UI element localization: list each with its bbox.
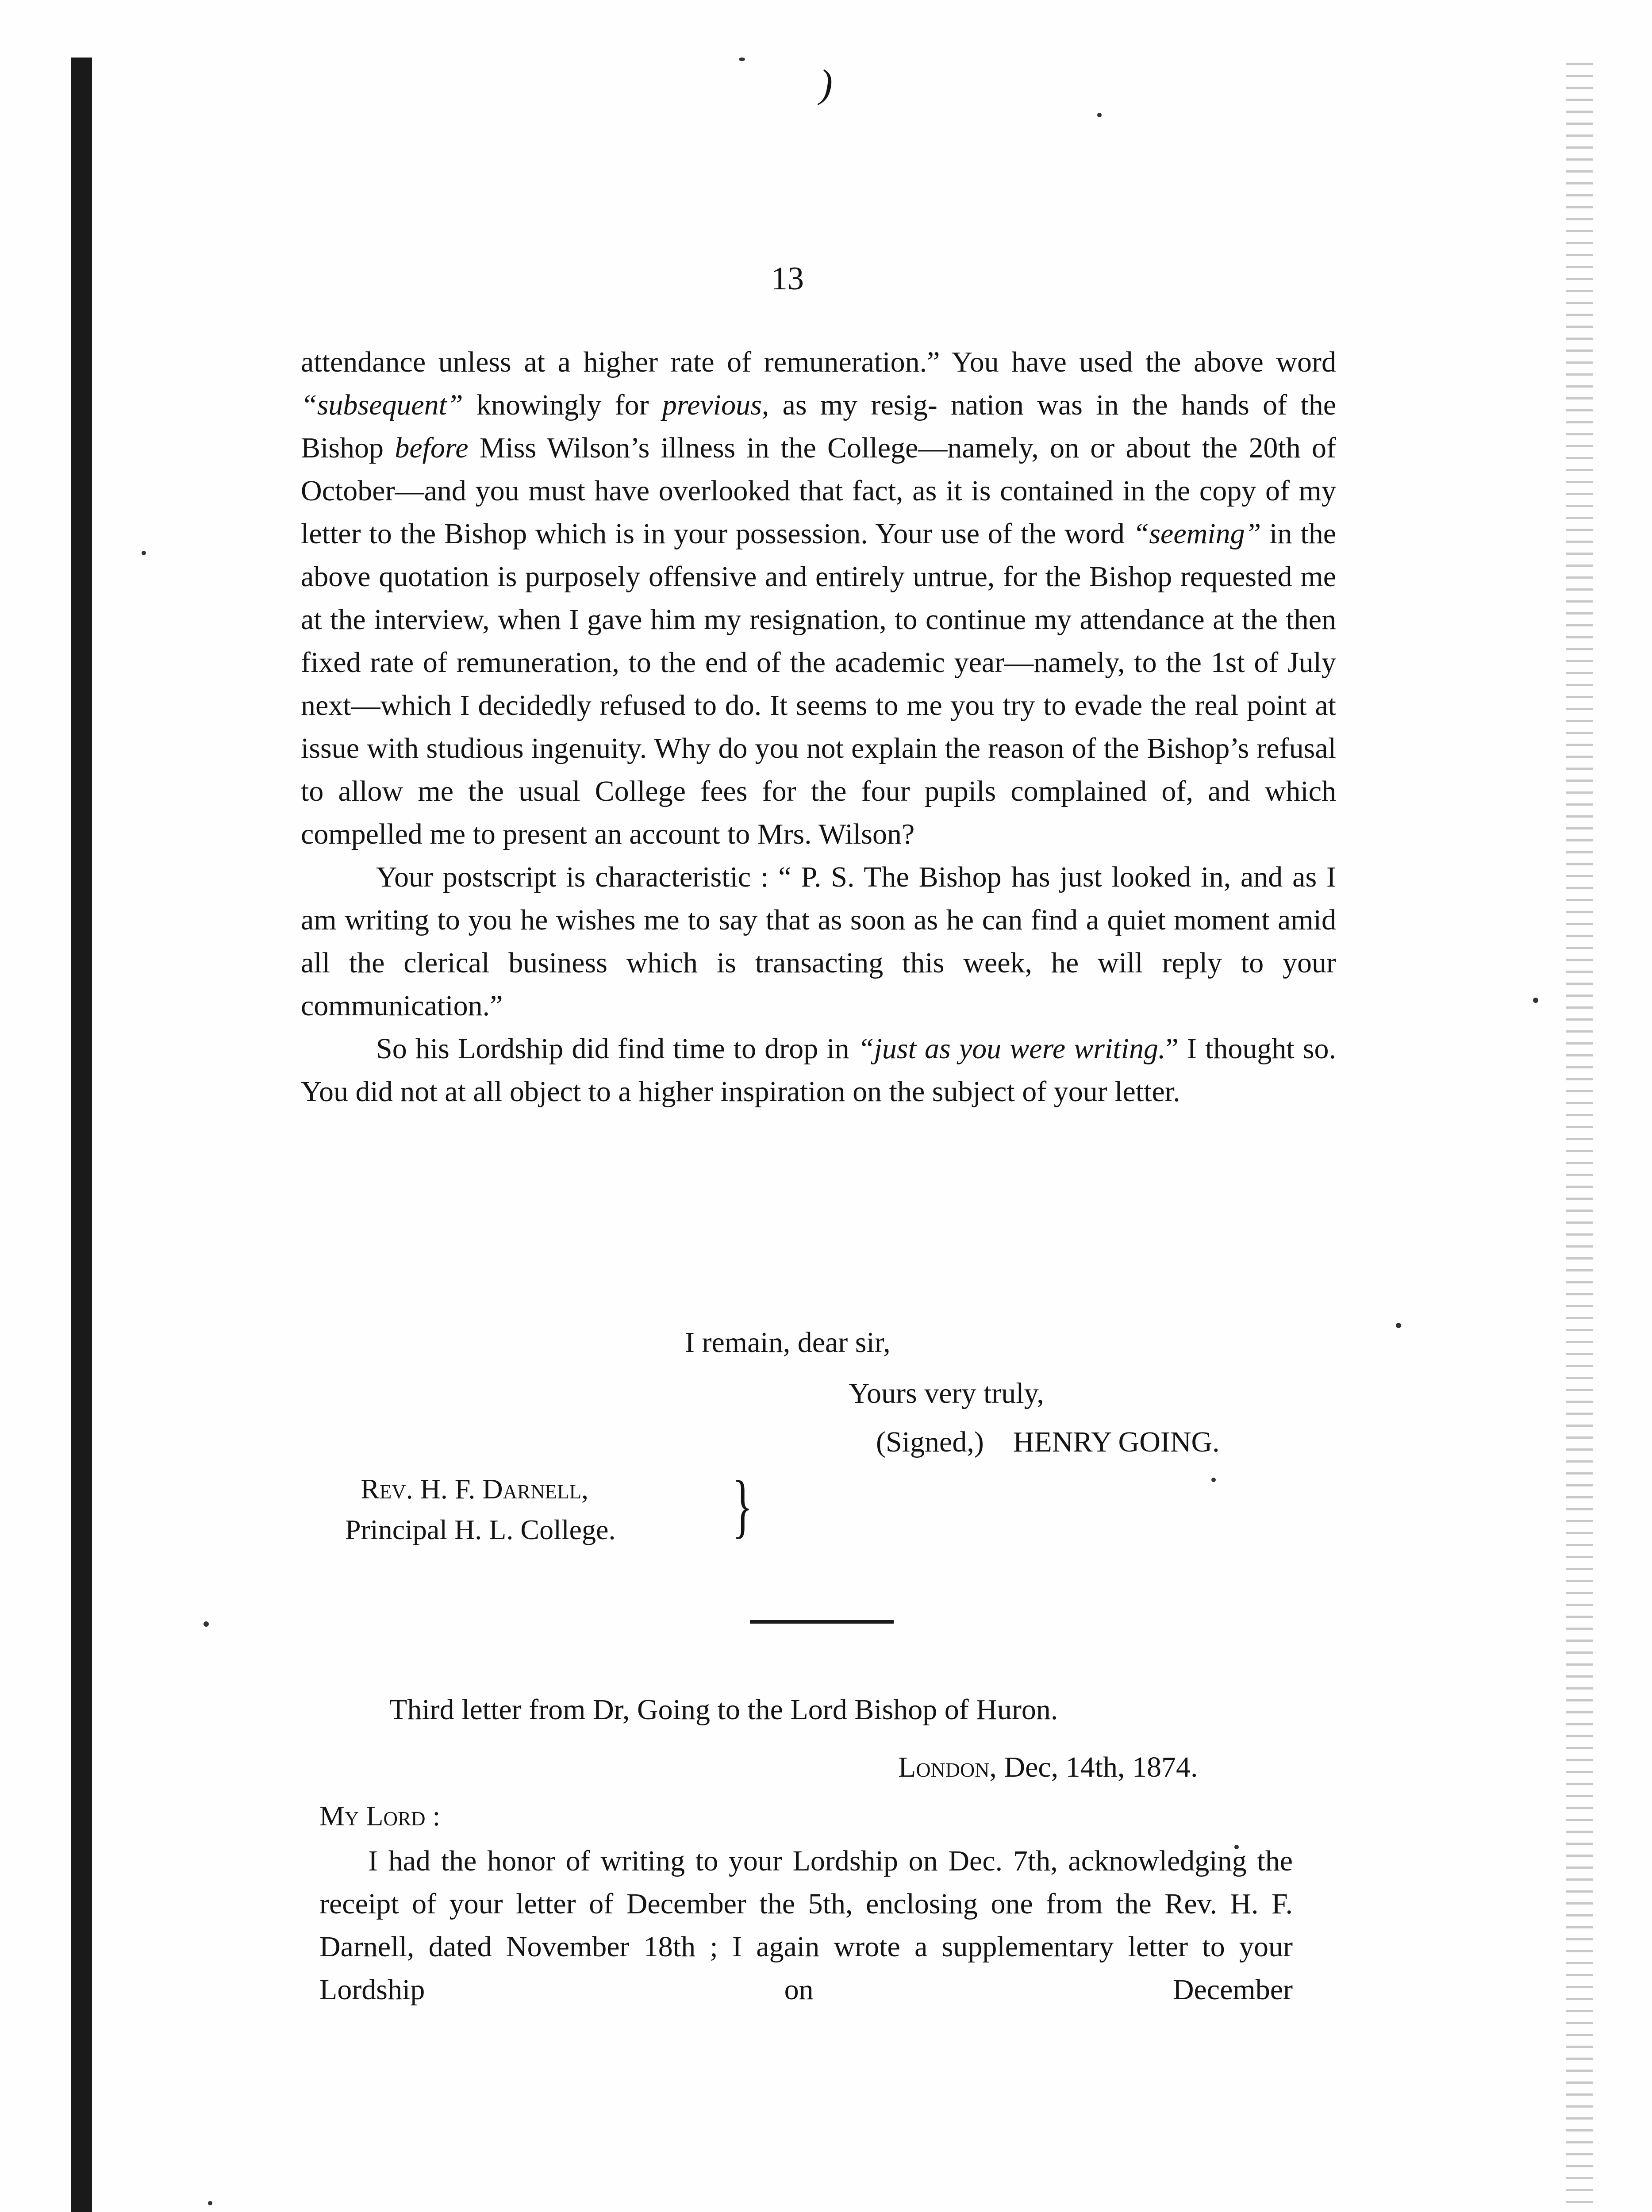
second-letter-body bbox=[319, 1839, 1293, 2011]
addressee-title: Principal H. L. College. bbox=[345, 1514, 616, 1545]
dateline-place: London, bbox=[898, 1751, 997, 1783]
italic-emphasis: “just as you were bbox=[857, 1033, 1066, 1065]
scan-speck bbox=[1396, 1323, 1401, 1328]
signed-label: (Signed,) bbox=[876, 1426, 984, 1458]
scan-speck bbox=[142, 551, 146, 555]
page-edge-noise bbox=[1566, 53, 1593, 2212]
top-mark: ) bbox=[819, 62, 833, 106]
italic-emphasis: previous, bbox=[662, 389, 769, 421]
brace-icon: } bbox=[732, 1466, 753, 1545]
scan-speck bbox=[204, 1621, 209, 1627]
closing-signature-line bbox=[876, 1422, 1220, 1462]
addressee bbox=[345, 1469, 615, 1550]
second-letter-heading: Third letter from Dr, Going to the Lord Bishop of Huron. bbox=[389, 1694, 1058, 1726]
paragraph-2: Your postscript is characteristic : “ P. S. The Bishop has just looked in, and as I am writing to you he wishes me to say that as soon as he can find a quiet moment amid all the clerical business which is transacting this week, he will reply to your communication.” bbox=[301, 861, 1337, 1022]
scan-speck bbox=[1097, 113, 1102, 117]
scan-speck bbox=[739, 58, 745, 61]
second-letter-salutation: My Lord : bbox=[319, 1800, 441, 1832]
paragraph-3: So his Lordship did find time to drop in “just as you were writing.” I thought so. You did not at all object to a higher inspiration on the subject of your letter. bbox=[301, 1033, 1337, 1108]
page-number: 13 bbox=[771, 261, 804, 297]
section-divider bbox=[750, 1620, 894, 1624]
second-letter-dateline bbox=[898, 1747, 1198, 1787]
scan-speck bbox=[1211, 1478, 1216, 1482]
italic-emphasis: “seeming” bbox=[1133, 518, 1261, 550]
italic-emphasis: writing. bbox=[1074, 1033, 1166, 1065]
scan-speck bbox=[208, 2201, 212, 2205]
addressee-name: Rev. H. F. Darnell, bbox=[361, 1473, 589, 1505]
paragraph-1: attendance unless at a higher rate of remuneration.” You have used the above word “subsequent” knowingly for previous, as my resig- nation was in the hands of the Bishop before Miss Wilson’s illness in the College—namely, on or about the 20th of October—and you must have overlooked that fact, as it is contained in the copy of my letter to the Bishop which is in your possession. Your use of the word “seeming” in the above quotation is purposely offensive and entirely untrue, for the Bishop requested me at the interview, when I gave him my resignation, to continue my attendance at the then fixed rate of remuneration, to the end of the academic year—namely, to the 1st of July next—which I decidedly refused to do. It seems to me you try to evade the real point at issue with studious ingenuity. Why do you not explain the reason of the Bishop’s refusal to allow me the usual College fees for the four pupils complained of, and which compelled me to present an account to Mrs. Wilson? bbox=[301, 346, 1337, 850]
binding-shadow bbox=[71, 58, 92, 2212]
dateline-date: Dec, 14th, 1874. bbox=[1004, 1751, 1198, 1783]
closing-remain: I remain, dear sir, bbox=[685, 1326, 891, 1359]
closing-yours: Yours very truly, bbox=[849, 1377, 1044, 1409]
italic-emphasis: before bbox=[395, 432, 469, 464]
second-letter-paragraph: I had the honor of writing to your Lordship on Dec. 7th, acknowledging the receipt of your letter of December the 5th, enclosing one from the Rev. H. F. Darnell, dated November 18th ; I again wrote a supplementary letter to your Lordship on December bbox=[319, 1845, 1293, 2006]
letter-body bbox=[301, 341, 1336, 1113]
scan-speck bbox=[1533, 998, 1538, 1003]
italic-emphasis: “subsequent” bbox=[301, 389, 463, 421]
signature-name: HENRY GOING. bbox=[1013, 1426, 1220, 1458]
